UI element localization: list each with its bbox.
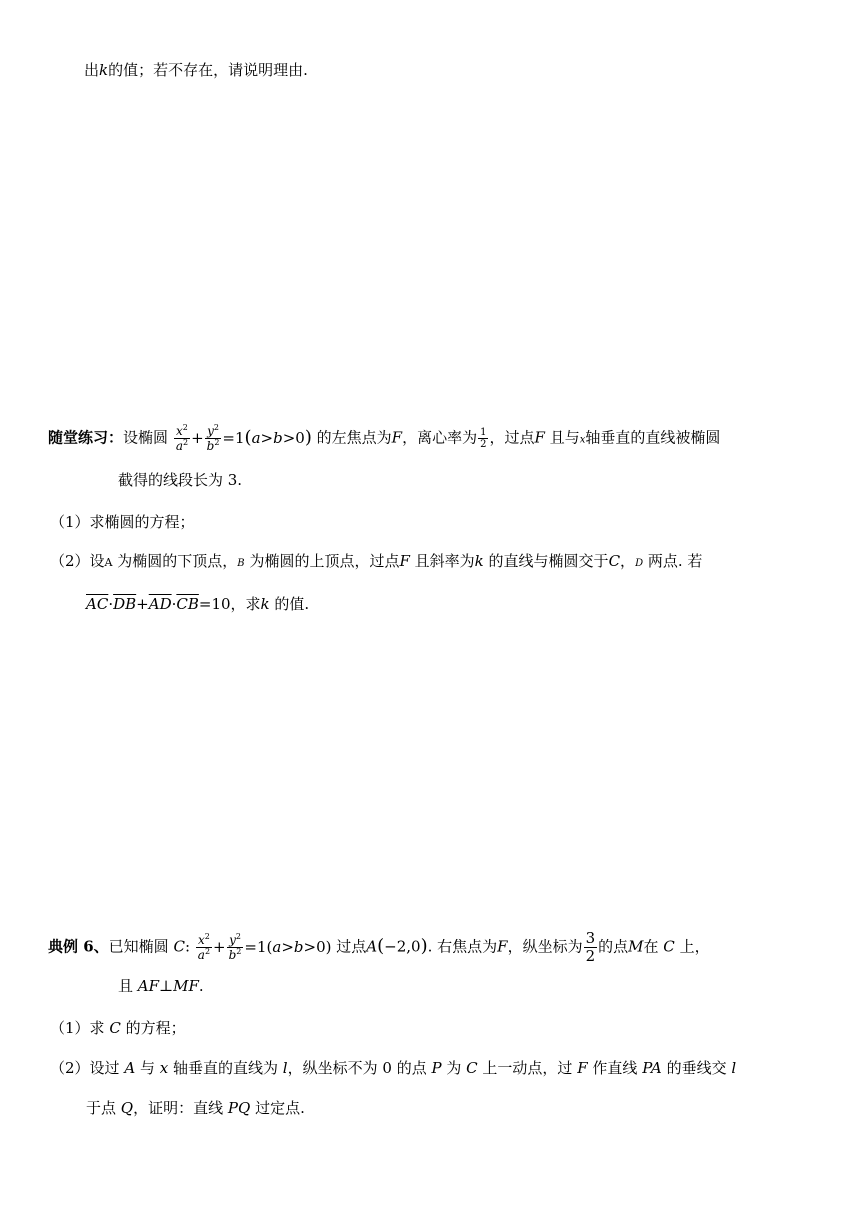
- text: 过定点.: [255, 1099, 305, 1117]
- text: 与: [139, 1059, 155, 1077]
- text: 的点: [598, 937, 629, 956]
- practice-label: 随堂练习：: [48, 428, 124, 447]
- practice-line-2: 截得的线段长为 3.: [118, 471, 243, 489]
- ellipse-equation: $\frac{x^2}{a^2}$ + $\frac{y^2}{b^2}$ =1(a>b>0): [197, 932, 337, 962]
- example6-q1: （1）求 C 的方程；: [50, 1019, 186, 1037]
- text: 上，: [679, 937, 710, 956]
- text: 的值；若不存在，请说明理由.: [108, 61, 308, 79]
- text: （2）设过: [50, 1059, 120, 1077]
- text: （1）求: [50, 1019, 105, 1037]
- text: ，证明：直线: [133, 1099, 224, 1117]
- text: 为椭圆的下顶点，: [117, 552, 238, 570]
- text: .: [198, 977, 204, 995]
- text: 的直线与椭圆交于: [488, 552, 609, 570]
- text: ，: [620, 552, 636, 570]
- y-coord-fraction: $\frac{3}{2}$: [585, 929, 596, 965]
- example6-q2: （2）设过 A 与 x 轴垂直的直线为 l，纵坐标不为 0 的点 P 为 C 上一动点，过 F 作直线 PA 的垂线交 l: [50, 1059, 737, 1077]
- text: 已知椭圆: [108, 937, 169, 956]
- text: ，纵坐标不为 0 的点: [287, 1059, 427, 1077]
- text: 的垂线交: [666, 1059, 727, 1077]
- text: ，离心率为: [402, 428, 478, 447]
- example-label: 典例 6、: [48, 937, 109, 956]
- text: 为: [446, 1059, 462, 1077]
- text: 于点: [86, 1099, 117, 1117]
- text: 上一动点，过: [482, 1059, 573, 1077]
- continuation-line: [84, 58, 308, 82]
- vector-equation: $\overline{AC}\cdot\overline{DB}+\overline{AD}\cdot\overline{CB}=10$: [86, 595, 231, 613]
- text: 轴垂直的直线为: [173, 1059, 279, 1077]
- example6-line-1: 典例 6、已知椭圆 C: $\frac{x^2}{a^2}$ + $\frac{y^2}{b^2}$ =1(a>b>0) 过点A(−2,0). 右焦点为F，纵坐标为 $\frac{3}{2}$ 的点M在 C 上，: [48, 929, 710, 965]
- eccentricity-fraction: $\frac{1}{2}$: [480, 427, 487, 450]
- text: . 右焦点为: [427, 937, 498, 956]
- practice-q2-cont: $\overline{AC}\cdot\overline{DB}+\overline{AD}\cdot\overline{CB}=10$，求k 的值.: [86, 595, 310, 613]
- text: 在: [643, 937, 659, 956]
- text: ，求: [230, 595, 261, 613]
- text: 过点: [336, 937, 367, 956]
- text: 轴垂直的直线被椭圆: [585, 428, 721, 447]
- text: 的左焦点为: [316, 428, 392, 447]
- practice-q2: （2）设A 为椭圆的下顶点，B 为椭圆的上顶点，过点F 且斜率为k 的直线与椭圆交于C，D 两点. 若: [50, 552, 703, 570]
- text: 且斜率为: [414, 552, 475, 570]
- text: 作直线: [592, 1059, 638, 1077]
- text: 且: [118, 977, 134, 995]
- text: 两点. 若: [647, 552, 703, 570]
- perpendicular-condition: AF⊥MF: [137, 977, 199, 995]
- text: 为椭圆的上顶点，过点: [249, 552, 400, 570]
- ellipse-equation: $\frac{x^2}{a^2}$ + $\frac{y^2}{b^2}$ =1(a>b>0): [175, 423, 312, 453]
- practice-line-1: 随堂练习：设椭圆 $\frac{x^2}{a^2}$ + $\frac{y^2}{b^2}$ =1(a>b>0) 的左焦点为F，离心率为 $\frac{1}{2}$ ，过点F 且与x轴垂直的直线被椭圆: [48, 423, 721, 453]
- practice-q1: （1）求椭圆的方程；: [50, 513, 195, 531]
- example6-line-2: [118, 974, 204, 998]
- text: 且与: [549, 428, 580, 447]
- text: 的值.: [274, 595, 310, 613]
- example6-q2-cont: 于点 Q，证明：直线 PQ 过定点.: [86, 1099, 305, 1117]
- text: ，过点: [489, 428, 535, 447]
- text: 出: [84, 61, 100, 79]
- text: 的方程；: [125, 1019, 186, 1037]
- text: 设椭圆: [123, 428, 169, 447]
- var-k: k: [99, 61, 109, 79]
- text: ，纵坐标为: [507, 937, 583, 956]
- text: （2）设: [50, 552, 105, 570]
